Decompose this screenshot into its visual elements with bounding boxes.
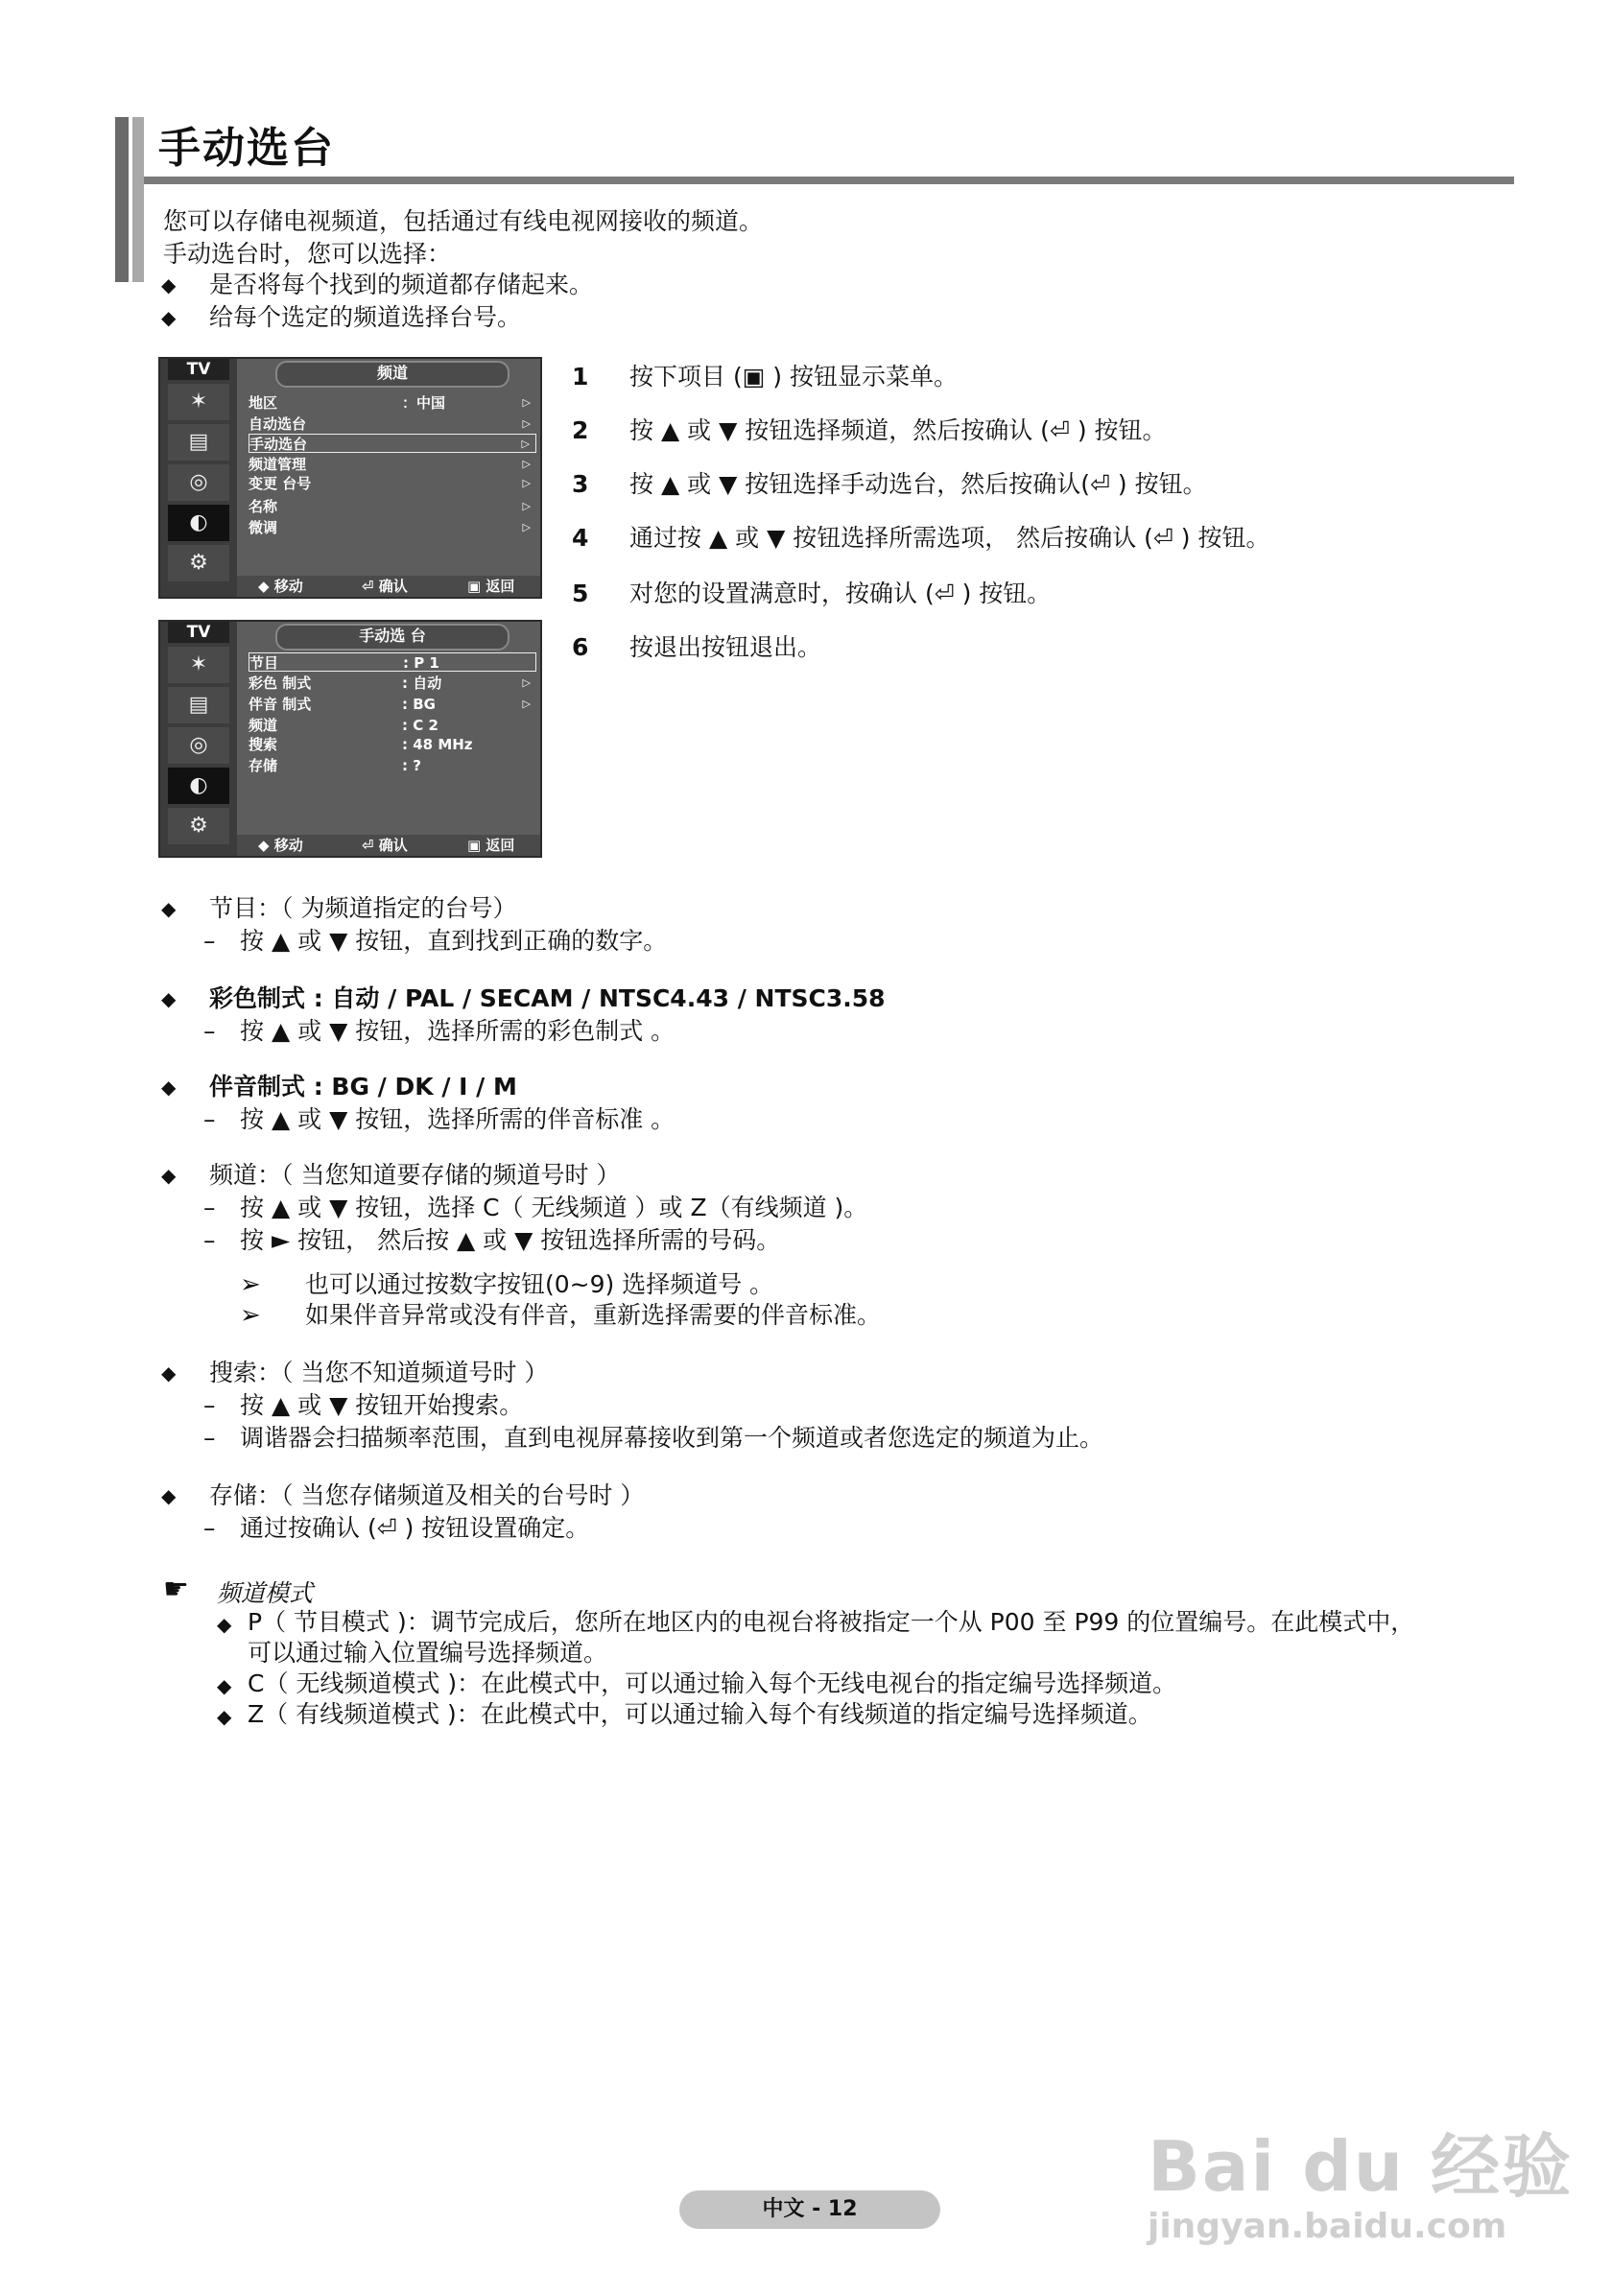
picture-icon: ✶ xyxy=(168,384,229,420)
step-text: 按下项目 (▣ ) 按钮显示菜单。 xyxy=(629,363,958,391)
osd-title: 手动选 台 xyxy=(275,624,509,651)
header-bar-light xyxy=(132,117,144,282)
channel-icon: ◎ xyxy=(168,464,229,501)
section-detail: – 按 ▲ 或 ▼ 按钮，直到找到正确的数字。 xyxy=(240,925,667,958)
step-number: 3 xyxy=(572,470,589,498)
osd-row: 搜索 : 48 MHz xyxy=(249,736,473,753)
osd-tv-label: TV xyxy=(168,622,229,643)
osd-row: 频道 : C 2 xyxy=(249,717,438,734)
section-heading: ◆ 存储：（ 当您存储频道及相关的台号时 ） xyxy=(209,1479,644,1512)
osd-row-selected: 手动选台 ▷ xyxy=(249,434,536,453)
step-text: 对您的设置满意时，按确认 (⏎ ) 按钮。 xyxy=(629,580,1052,607)
section-detail: – 按 ► 按钮， 然后按 ▲ 或 ▼ 按钮选择所需的号码。 xyxy=(240,1224,780,1257)
note-p-line-2: 可以通过输入位置编号选择频道。 xyxy=(248,1639,608,1667)
section-note: ➢ 也可以通过按数字按钮(0~9) 选择频道号 。 xyxy=(305,1268,773,1301)
input-icon: ⚙ xyxy=(168,545,229,581)
section-detail: – 通过按确认 (⏎ ) 按钮设置确定。 xyxy=(240,1512,589,1545)
osd-tv-label: TV xyxy=(168,359,229,380)
step-text: 按 ▲ 或 ▼ 按钮选择频道，然后按确认 (⏎ ) 按钮。 xyxy=(629,416,1167,444)
diamond-icon: ◆ xyxy=(217,1674,232,1697)
section-heading: ◆ 节目：（ 为频道指定的台号） xyxy=(209,892,516,925)
osd-row: 微调 ▷ xyxy=(249,519,531,536)
pointing-hand-icon: ☛ xyxy=(163,1573,189,1606)
osd-row-selected: 节目 : P 1 xyxy=(249,652,536,672)
watermark-logo: Bai du 经验 xyxy=(1148,2126,1574,2207)
header-bar-dark xyxy=(115,117,129,282)
osd-row: 自动选台 ▷ xyxy=(249,415,531,433)
sound-icon: ▤ xyxy=(168,687,229,723)
diamond-icon: ◆ xyxy=(217,1613,232,1636)
section-detail: – 调谐器会扫描频率范围，直到电视屏幕接收到第一个频道或者您选定的频道为止。 xyxy=(240,1422,1103,1455)
osd-row: 存储 : ? xyxy=(249,757,421,774)
step-text: 通过按 ▲ 或 ▼ 按钮选择所需选项， 然后按确认 (⏎ ) 按钮。 xyxy=(629,524,1270,552)
section-detail: – 按 ▲ 或 ▼ 按钮，选择所需的伴音标准 。 xyxy=(240,1103,675,1136)
step-text: 按 ▲ 或 ▼ 按钮选择手动选台，然后按确认(⏎ ) 按钮。 xyxy=(629,470,1207,498)
osd-row: 彩色 制式 : 自动 ▷ xyxy=(249,675,531,692)
osd-row: 名称 ▷ xyxy=(249,498,531,515)
note-z-line: Z（ 有线频道模式 )：在此模式中，可以通过输入每个有线频道的指定编号选择频道。 xyxy=(248,1700,1152,1728)
osd-row: 地区 ：中国 ▷ xyxy=(249,394,531,412)
picture-icon: ✶ xyxy=(168,647,229,683)
intro-line-1: 您可以存储电视频道，包括通过有线电视网接收的频道。 xyxy=(163,207,764,235)
note-p-line-1: P（ 节目模式 )：调节完成后，您所在地区内的电视台将被指定一个从 P00 至 P99 的位置编号。在此模式中， xyxy=(248,1608,1415,1636)
section-heading: ◆ 搜索：（ 当您不知道频道号时 ） xyxy=(209,1357,548,1389)
section-note: ➢ 如果伴音异常或没有伴音，重新选择需要的伴音标准。 xyxy=(305,1299,881,1332)
note-title: 频道模式 xyxy=(217,1579,314,1607)
osd-menu-channel xyxy=(158,357,542,599)
osd-title: 频道 xyxy=(275,361,509,388)
page-title: 手动选台 xyxy=(158,124,335,173)
step-number: 6 xyxy=(572,633,589,661)
section-detail: – 按 ▲ 或 ▼ 按钮，选择所需的彩色制式 。 xyxy=(240,1015,675,1048)
channel-icon: ◎ xyxy=(168,727,229,764)
step-number: 4 xyxy=(572,524,589,552)
section-heading: ◆ 彩色制式 : 自动 / PAL / SECAM / NTSC4.43 / NTSC3.58 xyxy=(209,982,886,1015)
diamond-icon: ◆ xyxy=(217,1705,232,1728)
osd-footer: ◆ 移动 ⏎ 确认 ▣ 返回 xyxy=(237,576,540,597)
step-number: 1 xyxy=(572,363,589,391)
step-text: 按退出按钮退出。 xyxy=(629,633,822,661)
osd-footer: ◆ 移动 ⏎ 确认 ▣ 返回 xyxy=(237,835,540,856)
step-number: 2 xyxy=(572,416,589,444)
setup-icon: ◐ xyxy=(168,505,229,541)
watermark-url: jingyan.baidu.com xyxy=(1148,2207,1507,2246)
intro-line-2: 手动选台时，您可以选择： xyxy=(163,240,452,268)
input-icon: ⚙ xyxy=(168,808,229,844)
sound-icon: ▤ xyxy=(168,424,229,461)
page-number: 中文 - 12 xyxy=(679,2190,940,2229)
section-detail: – 按 ▲ 或 ▼ 按钮开始搜索。 xyxy=(240,1389,523,1422)
section-heading: ◆ 伴音制式 : BG / DK / I / M xyxy=(209,1071,517,1103)
osd-row: 伴音 制式 : BG ▷ xyxy=(249,696,531,713)
section-detail: – 按 ▲ 或 ▼ 按钮，选择 C（ 无线频道 ）或 Z（有线频道 )。 xyxy=(240,1192,867,1224)
header-rule xyxy=(144,177,1514,184)
setup-icon: ◐ xyxy=(168,768,229,804)
section-heading: ◆ 频道：（ 当您知道要存储的频道号时 ） xyxy=(209,1159,620,1192)
step-number: 5 xyxy=(572,580,589,607)
osd-row: 频道管理 ▷ xyxy=(249,456,531,473)
note-c-line: C（ 无线频道模式 )：在此模式中，可以通过输入每个无线电视台的指定编号选择频道。 xyxy=(248,1669,1177,1697)
intro-bullet-2: ◆ 给每个选定的频道选择台号。 xyxy=(209,301,521,334)
osd-row: 变更 台号 ▷ xyxy=(249,475,531,492)
intro-bullet-1: ◆ 是否将每个找到的频道都存储起来。 xyxy=(209,269,593,301)
osd-menu-manual-store xyxy=(158,620,542,858)
